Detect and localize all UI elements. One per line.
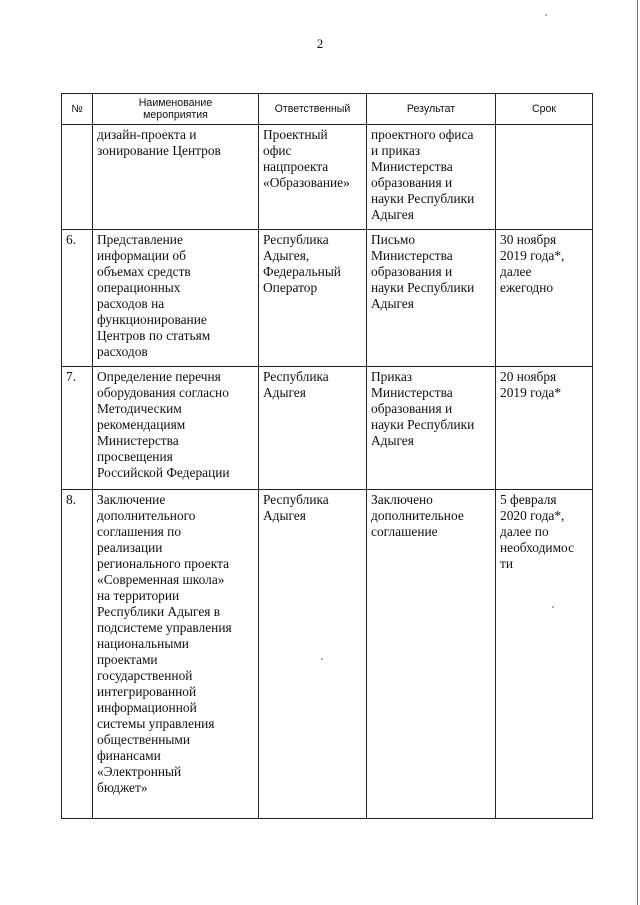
table-row [62,490,593,819]
schedule-table [61,93,593,819]
table-header-row [62,94,593,125]
row-deadline: 30 ноября 2019 года*, далее ежегодно [496,230,593,367]
row-deadline: 20 ноября 2019 года* [496,367,593,490]
row-number: 7. [62,367,93,490]
table-row [62,367,593,490]
scan-dot [545,14,547,16]
row-responsible: Проектный офис нацпроекта «Образование» [259,125,367,230]
column-header-result: Результат [367,94,496,125]
row-result: проектного офиса и приказ Министерства образования и науки Республики Адыгея [367,125,496,230]
row-number [62,125,93,230]
table-row [62,125,593,230]
row-result: Заключено дополнительное соглашение [367,490,496,819]
column-header-responsible: Ответственный [259,94,367,125]
row-responsible: Республика Адыгея [259,367,367,490]
row-name: дизайн-проекта и зонирование Центров [93,125,259,230]
row-name: Заключение дополнительного соглашения по реализации регионального проекта «Современная школа» на территории Республики Адыгея в подсистеме управления национальными проектами государственной интегрированной информационной системы управления общественными финансами «Электронный бюджет» [93,490,259,819]
row-responsible: Республика Адыгея, Федеральный Оператор [259,230,367,367]
page-number: 2 [316,36,324,51]
column-header-name: Наименование мероприятия [93,94,259,125]
row-name: Представление информации об объемах средств операционных расходов на функционирование Центров по статьям расходов [93,230,259,367]
row-deadline [496,125,593,230]
row-number: 6. [62,230,93,367]
row-deadline: 5 февраля 2020 года*, далее по необходимос ти [496,490,593,819]
column-header-number: № [62,94,93,125]
table-row [62,230,593,367]
row-name: Определение перечня оборудования согласно Методическим рекомендациям Министерства просвещения Российской Федерации [93,367,259,490]
column-header-deadline: Срок [496,94,593,125]
row-result: Письмо Министерства образования и науки Республики Адыгея [367,230,496,367]
row-responsible: Республика Адыгея [259,490,367,819]
row-result: Приказ Министерства образования и науки Республики Адыгея [367,367,496,490]
scan-edge-line [637,0,638,905]
row-number: 8. [62,490,93,819]
